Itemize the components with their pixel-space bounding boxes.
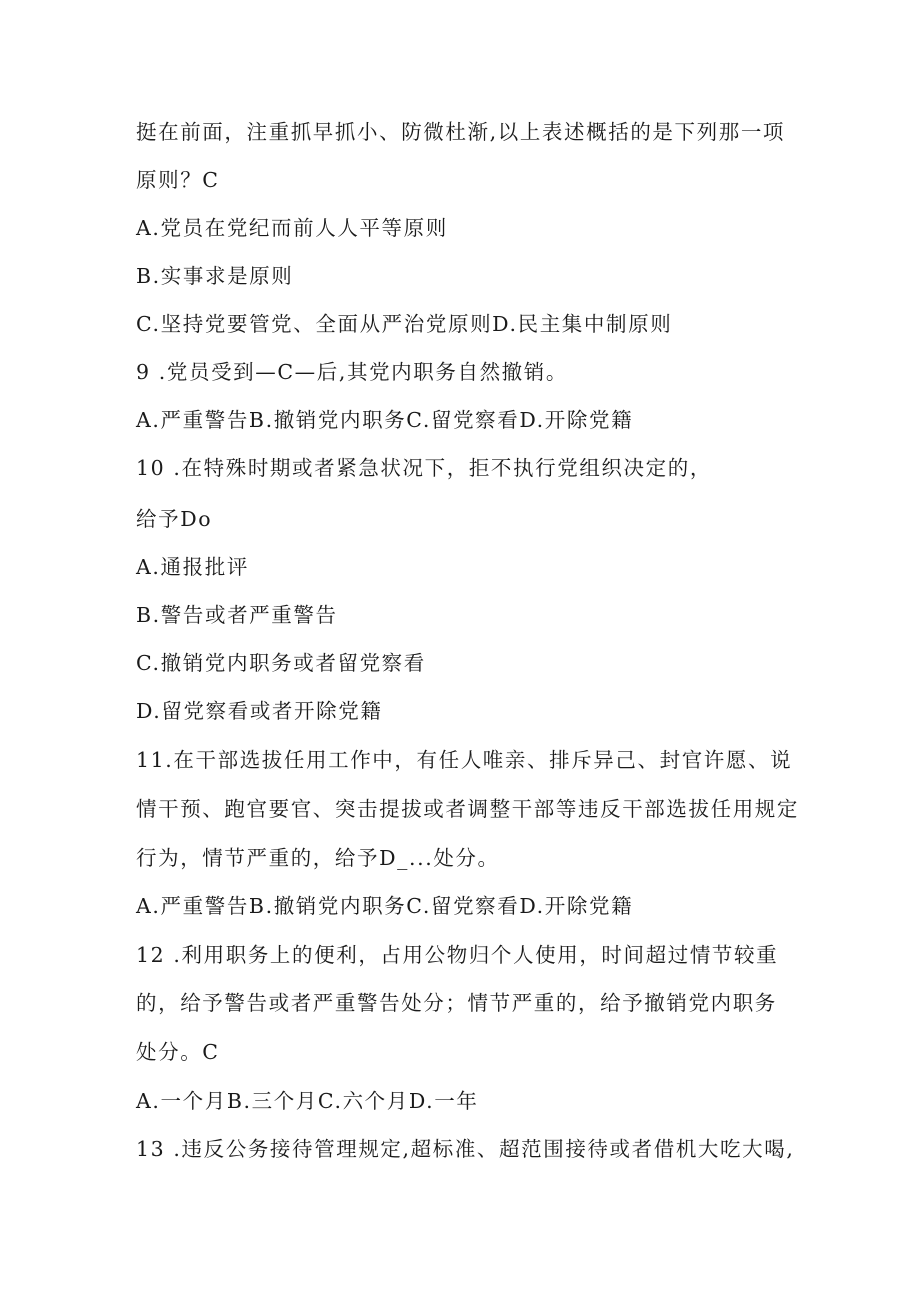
option-line: C.撤销党内职务或者留党察看 (136, 651, 426, 675)
option-line: A.党员在党纪而前人人平等原则 (136, 216, 448, 240)
option-line: A.严重警告B.撤销党内职务C.留党察看D.开除党籍 (136, 894, 634, 918)
text-line: 的，给予警告或者严重警告处分；情节严重的，给予撤销党内职务 (136, 991, 777, 1015)
question-line: 9 .党员受到—C—后,其党内职务自然撤销。 (136, 360, 568, 384)
text-line: 原则？C (136, 168, 220, 192)
option-line: B.实事求是原则 (136, 264, 294, 288)
option-line: C.坚持党要管党、全面从严治党原则D.民主集中制原则 (136, 312, 673, 336)
question-line: 10 .在特殊时期或者紧急状况下，拒不执行党组织决定的， (136, 456, 712, 480)
text-line: 给予Do (136, 507, 213, 531)
question-line: 12 .利用职务上的便利，占用公物归个人使用，时间超过情节较重 (136, 943, 779, 967)
option-line: D.留党察看或者开除党籍 (136, 699, 383, 723)
question-line: 11.在干部选拔任用工作中，有任人唯亲、排斥异己、封官许愿、说 (136, 748, 793, 772)
question-line: 13 .违反公务接待管理规定,超标准、超范围接待或者借机大吃大喝, (136, 1137, 795, 1161)
text-line: 挺在前面，注重抓早抓小、防微杜渐,以上表述概括的是下列那一项 (136, 120, 786, 144)
option-line: A.严重警告B.撤销党内职务C.留党察看D.开除党籍 (136, 408, 634, 432)
text-line: 情干预、跑官要官、突击提拔或者调整干部等违反干部选拔任用规定 (136, 797, 799, 821)
option-line: A.通报批评 (136, 555, 249, 579)
text-line: 行为，情节严重的，给予D_...处分。 (136, 846, 500, 870)
option-line: B.警告或者严重警告 (136, 603, 338, 627)
text-line: 处分。C (136, 1040, 220, 1064)
option-line: A.一个月B.三个月C.六个月D.一年 (136, 1089, 479, 1113)
